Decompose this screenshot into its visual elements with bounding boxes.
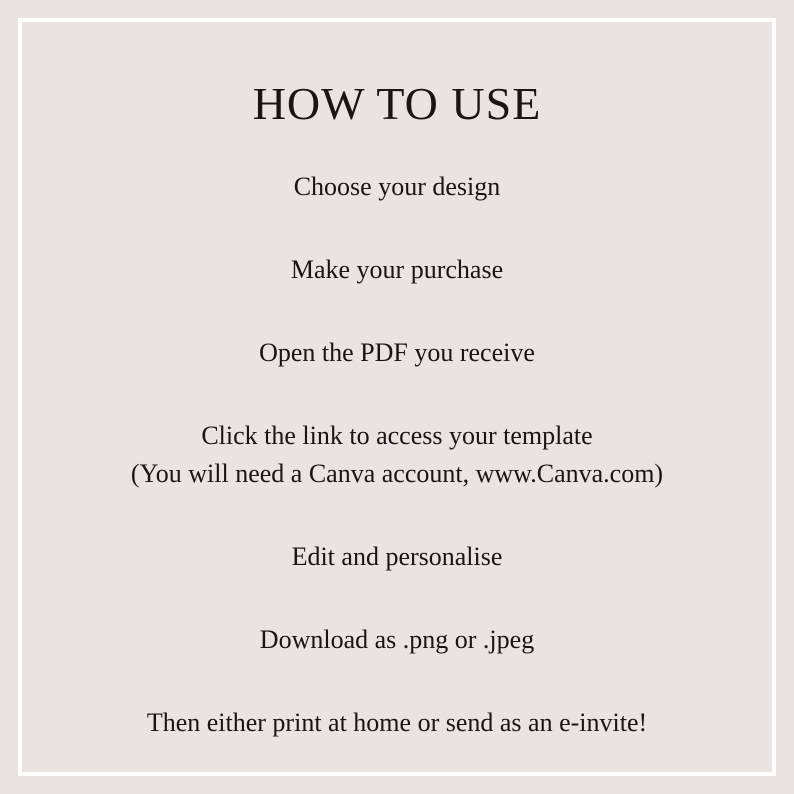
step-print-or-send: Then either print at home or send as an e-invite!: [146, 708, 648, 737]
step-make-purchase: Make your purchase: [290, 255, 504, 284]
step-open-pdf: Open the PDF you receive: [259, 338, 535, 367]
page-title: HOW TO USE: [252, 78, 542, 129]
step-canva-note: (You will need a Canva account, www.Canva.com): [130, 459, 664, 488]
step-download: Download as .png or .jpeg: [259, 625, 535, 654]
step-edit-personalise: Edit and personalise: [291, 542, 503, 571]
white-border-frame: [18, 18, 776, 776]
step-click-link: Click the link to access your template: [201, 421, 593, 450]
step-choose-design: Choose your design: [293, 172, 501, 201]
